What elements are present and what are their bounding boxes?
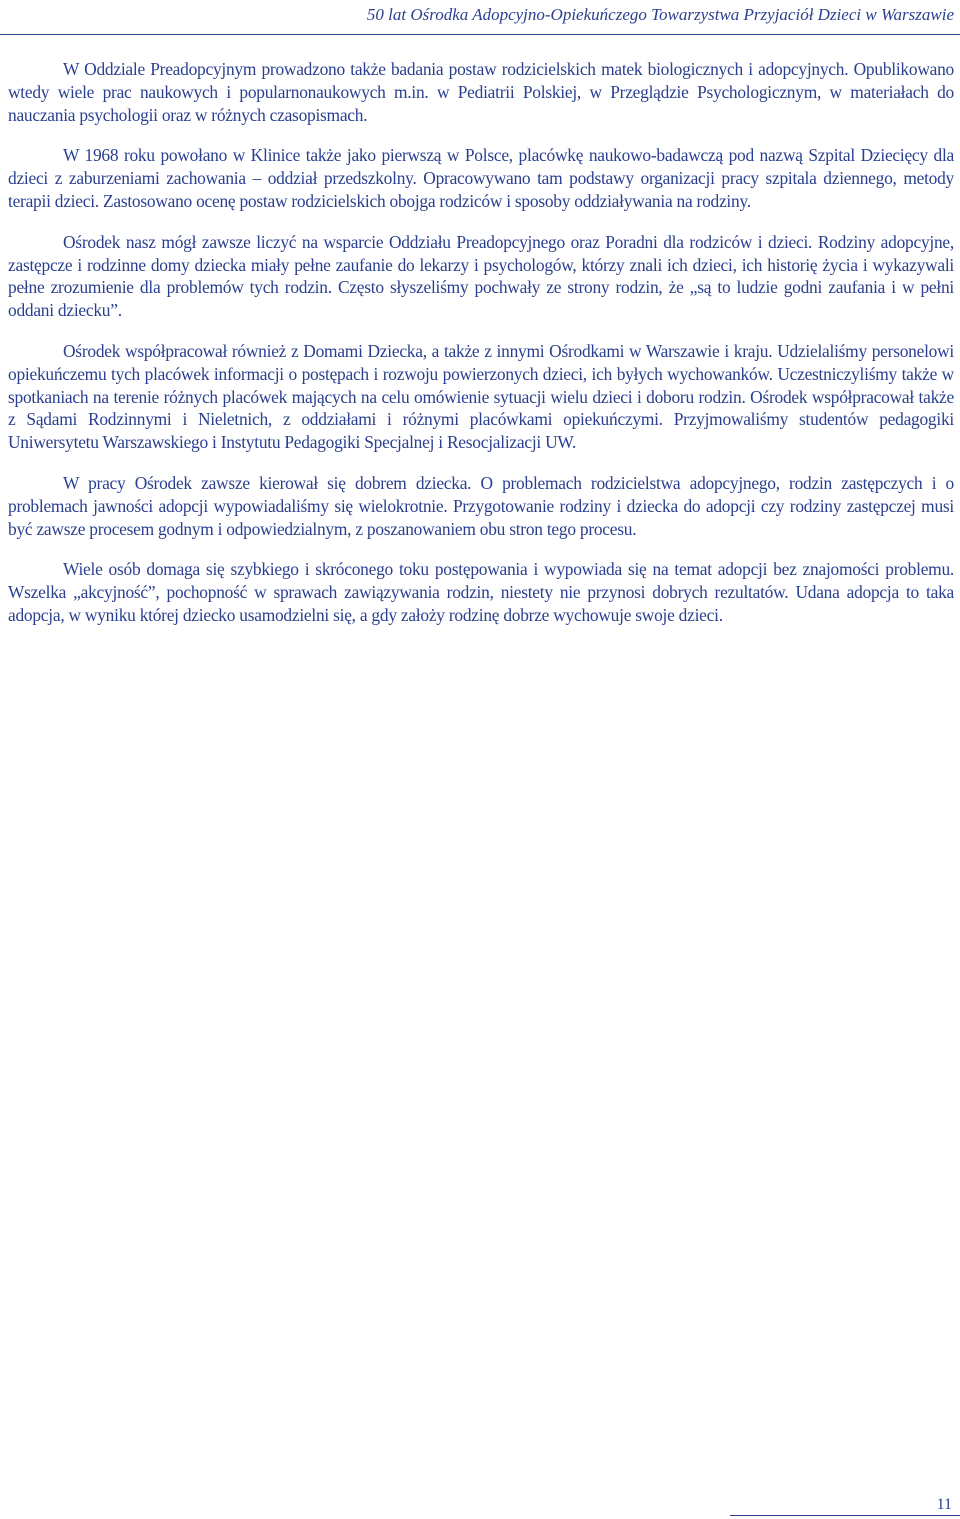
page-number: 11 [936,1496,952,1513]
footer-divider [730,1515,960,1516]
paragraph-conclusion: Wiele osób domaga się szybkiego i skróconego toku postępowania i wypowiada się na temat adopcji bez znajomości problemu. Wszelka „akcyjność”, pochopność w sprawach zawiązywania rodzin, niestety nie przynosi dobrych rezultatów. Udana adopcja to taka adopcja, w wyniku której dziecko usamodzielni się, a gdy założy rodzinę dobrze wychowuje swoje dzieci. [8,559,954,625]
document-body [8,58,954,645]
paragraph-1968-hospital: W 1968 roku powołano w Klinice także jako pierwszą w Polsce, placówkę naukowo-badawczą pod nazwą Szpital Dziecięcy dla dzieci z zaburzeniami zachowania – oddział przedszkolny. Opracowywano tam podstawy organizacji pracy szpitala dziennego, metody terapii dzieci. Zastosowano ocenę postaw rodzicielskich obojga rodziców i sposoby oddziaływania na rodziny. [8,145,954,211]
paragraph-cooperation: Ośrodek współpracował również z Domami Dziecka, a także z innymi Ośrodkami w Warszawie i kraju. Udzielaliśmy personelowi opiekuńczemu tych placówek informacji o postępach i rozwoju powierzonych dzieci, ich byłych wychowanków. Uczestniczyliśmy także w spotkaniach na terenie różnych placówek mających na celu omówienie sytuacji wielu dzieci i doboru rodzin. Ośrodek współpracował także z Sądami Rodzinnymi i Nieletnich, z oddziałami i różnymi placówkami opiekuńczymi. Przyjmowaliśmy studentów pedagogiki Uniwersytetu Warszawskiego i Instytutu Pedagogiki Specjalnej i Resocjalizacji UW. [8,340,954,453]
paragraph-preadoption-research: W Oddziale Preadopcyjnym prowadzono także badania postaw rodzicielskich matek biologicznych i adopcyjnych. Opublikowano wtedy wiele prac naukowych i popularnonaukowych m.in. w Pediatrii Polskiej, w Przeglądzie Psychologicznym, w materiałach do nauczania psychologii oraz w różnych czasopismach. [8,59,954,125]
running-header: 50 lat Ośrodka Adopcyjno-Opiekuńczego Towarzystwa Przyjaciół Dzieci w Warszawie [366,5,954,24]
header-divider [0,34,960,35]
paragraph-support: Ośrodek nasz mógł zawsze liczyć na wsparcie Oddziału Preadopcyjnego oraz Poradni dla rodziców i dzieci. Rodziny adopcyjne, zastępcze i rodzinne domy dziecka miały pełne zaufanie do lekarzy i psychologów, którzy znali ich dzieci, ich historię życia i wykazywali pełne zrozumienie dla problemów tych rodzin. Często słyszeliśmy pochwały ze strony rodzin, że „są to ludzie godni zaufania i w pełni oddani dziecku”. [8,231,954,321]
paragraph-child-welfare: W pracy Ośrodek zawsze kierował się dobrem dziecka. O problemach rodzicielstwa adopcyjnego, rodzin zastępczych i o problemach jawności adopcji wypowiadaliśmy się wielokrotnie. Przygotowanie rodziny i dziecka do adopcji czy rodziny zastępczej musi być zawsze procesem godnym i odpowiedzialnym, z poszanowaniem obu stron tego procesu. [8,472,954,539]
